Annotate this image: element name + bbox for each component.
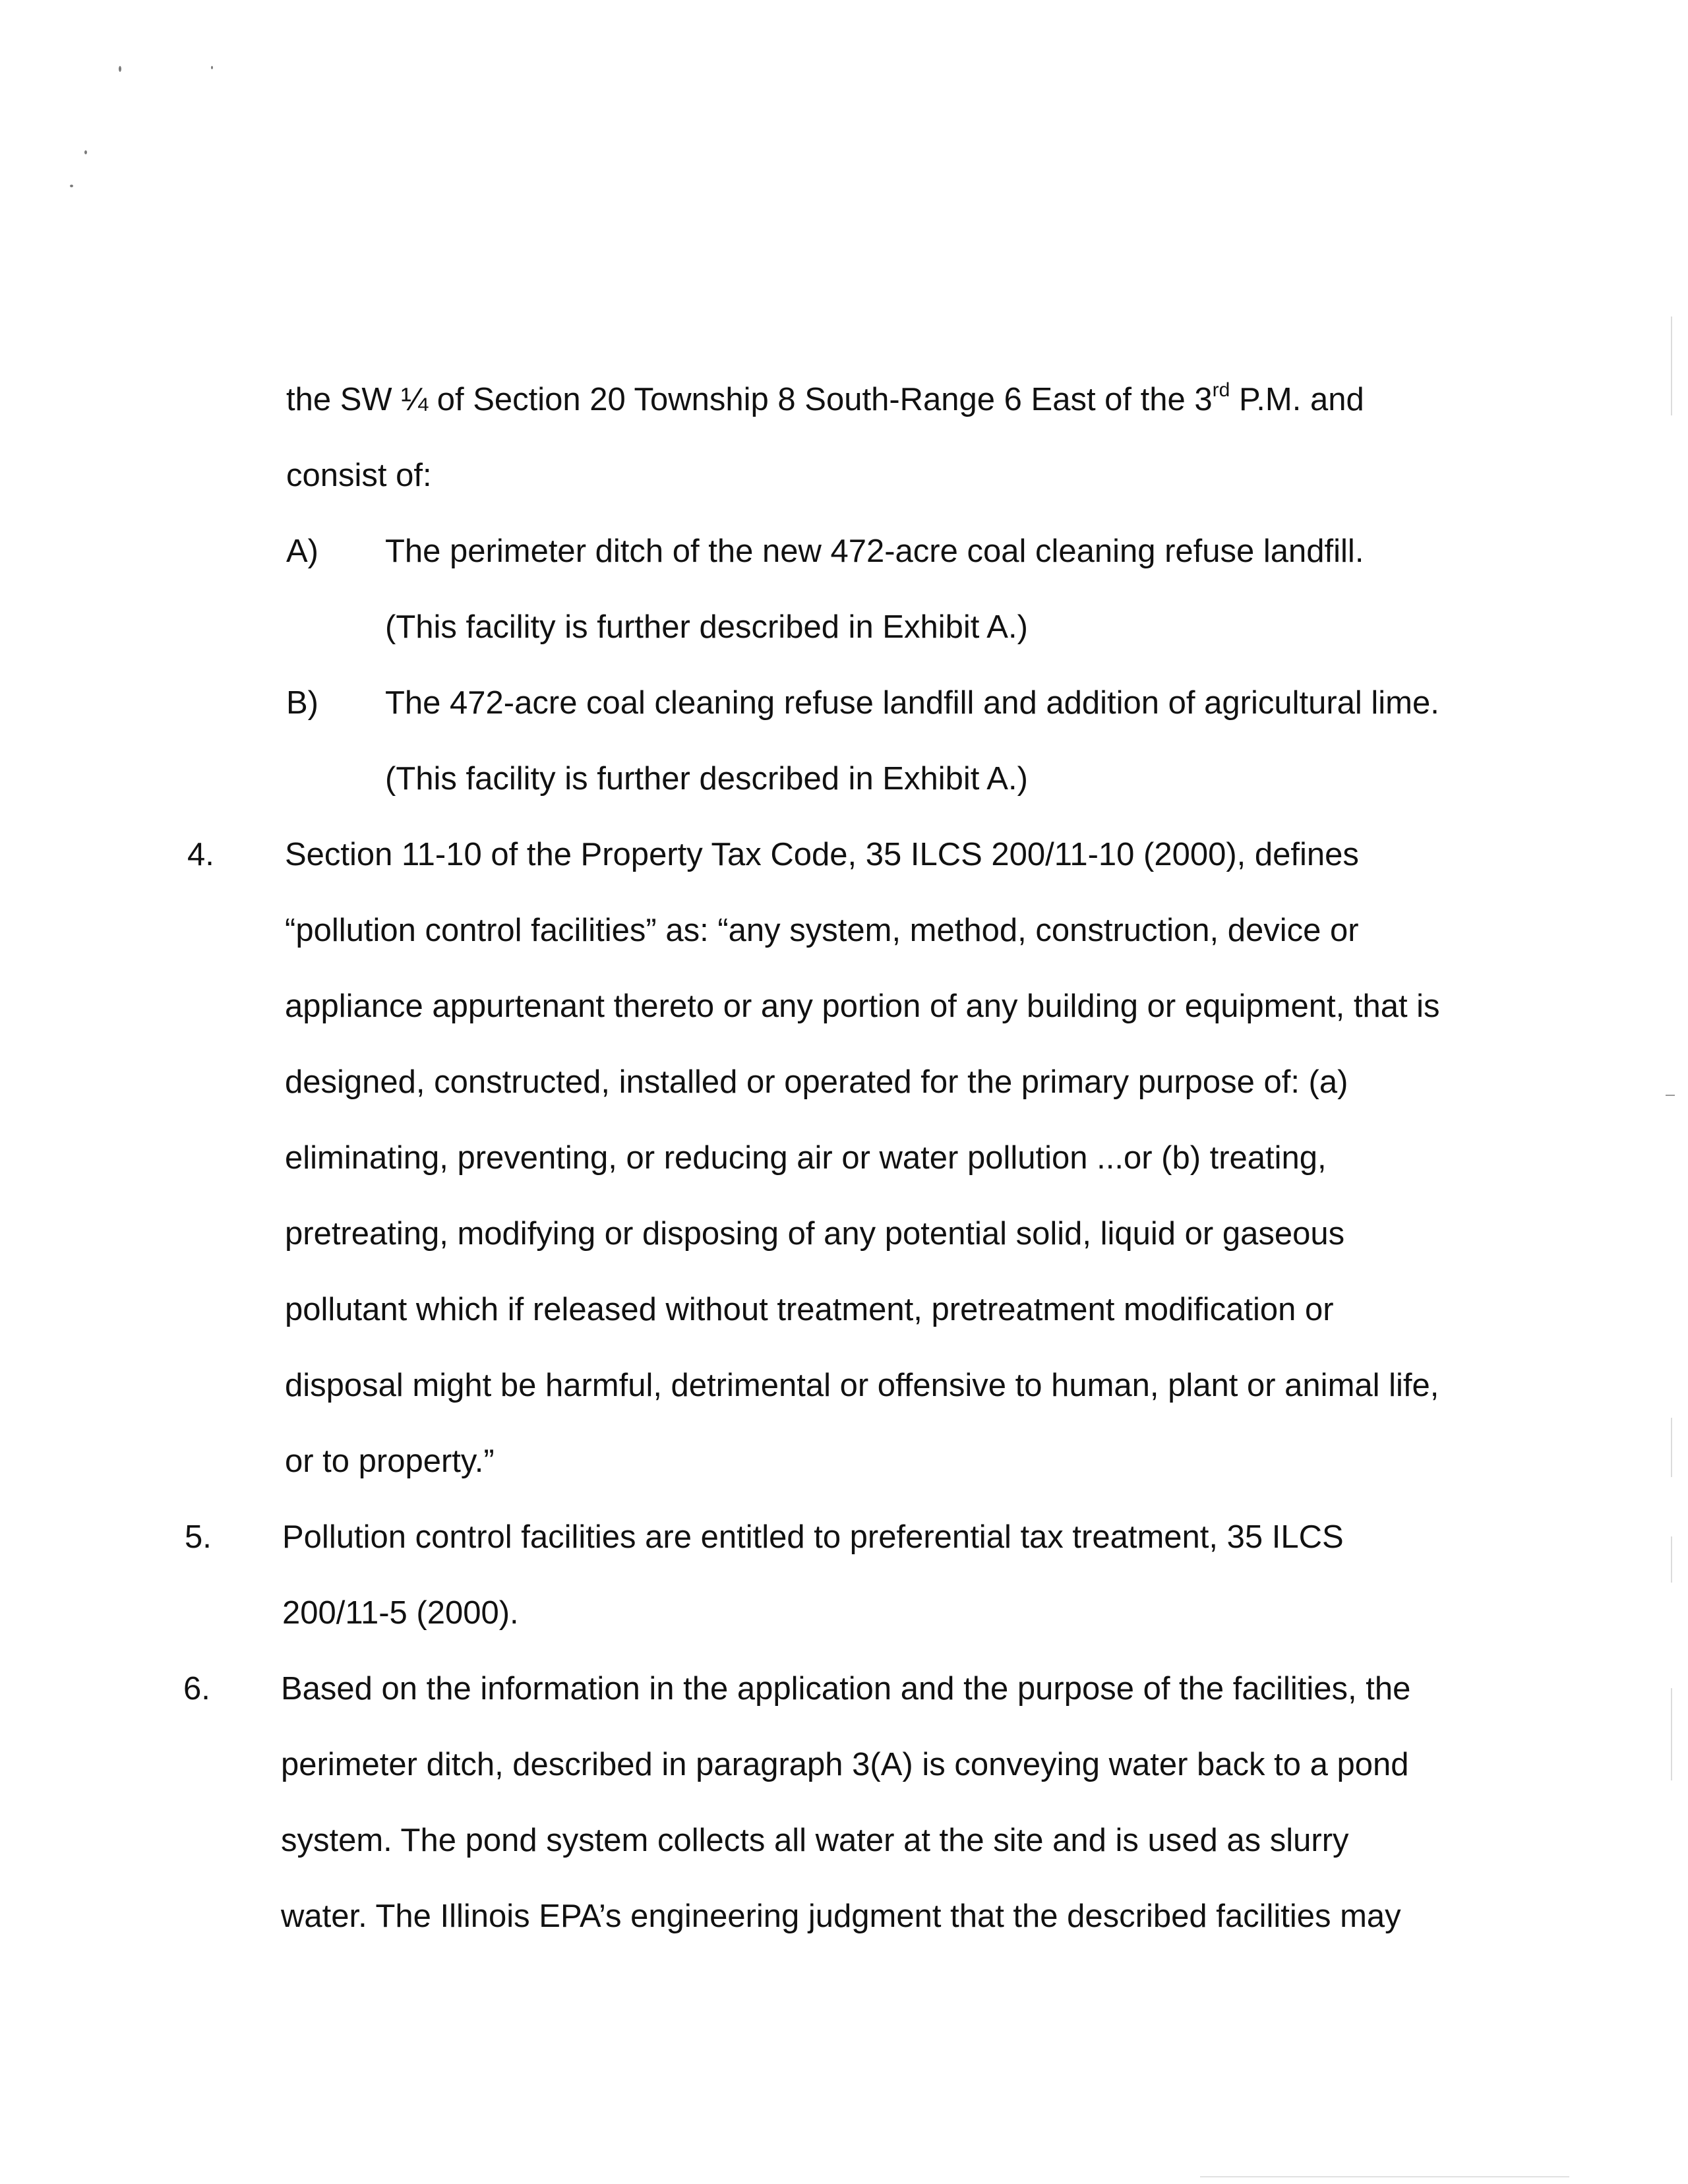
paragraph-4-line: pollutant which if released without treatment, pretreatment modification or [285,1292,1334,1327]
paragraph-6-line: water. The Illinois EPA’s engineering judgment that the described facilities may [281,1898,1401,1934]
paragraph-number-6: 6. [183,1671,210,1707]
paragraph-4-line: disposal might be harmful, detrimental or offensive to human, plant or animal life, [285,1368,1439,1403]
scan-mark [1671,1536,1672,1583]
list-item-a-line-1: The perimeter ditch of the new 472-acre coal cleaning refuse landfill. [385,533,1364,569]
paragraph-6-line: system. The pond system collects all water at the site and is used as slurry [281,1823,1349,1858]
paragraph-4-line: “pollution control facilities” as: “any system, method, construction, device or [285,913,1359,948]
scan-mark [1671,1688,1672,1780]
paragraph-4-line: eliminating, preventing, or reducing air or water pollution ...or (b) treating, [285,1140,1327,1176]
ordinal-superscript: rd [1212,379,1230,401]
scan-speck [211,66,213,69]
paragraph-4-line: or to property.” [285,1443,495,1479]
paragraph-6-line: perimeter ditch, described in paragraph 3(A) is conveying water back to a pond [281,1747,1409,1782]
list-item-label-a: A) [286,533,318,569]
paragraph-5-line: 200/11-5 (2000). [282,1595,519,1631]
scan-mark [1671,317,1672,415]
scan-speck [84,150,87,154]
paragraph-5-line: Pollution control facilities are entitled to preferential tax treatment, 35 ILCS [282,1519,1344,1555]
paragraph-number-4: 4. [187,837,214,872]
paragraph-3-continuation-line-2: consist of: [286,458,432,493]
paragraph-4-line: pretreating, modifying or disposing of any potential solid, liquid or gaseous [285,1216,1345,1252]
paragraph-3-line-1-text: the SW ¼ of Section 20 Township 8 South-Range 6 East of the 3 [286,382,1213,417]
scan-mark [1666,1095,1675,1096]
paragraph-number-5: 5. [185,1519,212,1555]
paragraph-3-continuation-line-1 [286,380,1364,419]
paragraph-4-line: Section 11-10 of the Property Tax Code, 35 ILCS 200/11-10 (2000), defines [285,837,1359,872]
scan-speck [119,66,121,72]
paragraph-6-line: Based on the information in the application and the purpose of the facilities, the [281,1671,1411,1707]
list-item-a-line-2: (This facility is further described in Exhibit A.) [385,609,1028,645]
list-item-label-b: B) [286,685,318,721]
scan-mark [1671,1418,1672,1477]
paragraph-4-line: appliance appurtenant thereto or any portion of any building or equipment, that is [285,988,1440,1024]
scan-mark [1200,2176,1569,2177]
paragraph-4-line: designed, constructed, installed or operated for the primary purpose of: (a) [285,1064,1348,1100]
scan-speck [70,185,73,187]
list-item-b-line-2: (This facility is further described in Exhibit A.) [385,761,1028,797]
list-item-b-line-1: The 472-acre coal cleaning refuse landfill and addition of agricultural lime. [385,685,1439,721]
paragraph-3-line-1-suffix: P.M. and [1230,382,1364,417]
